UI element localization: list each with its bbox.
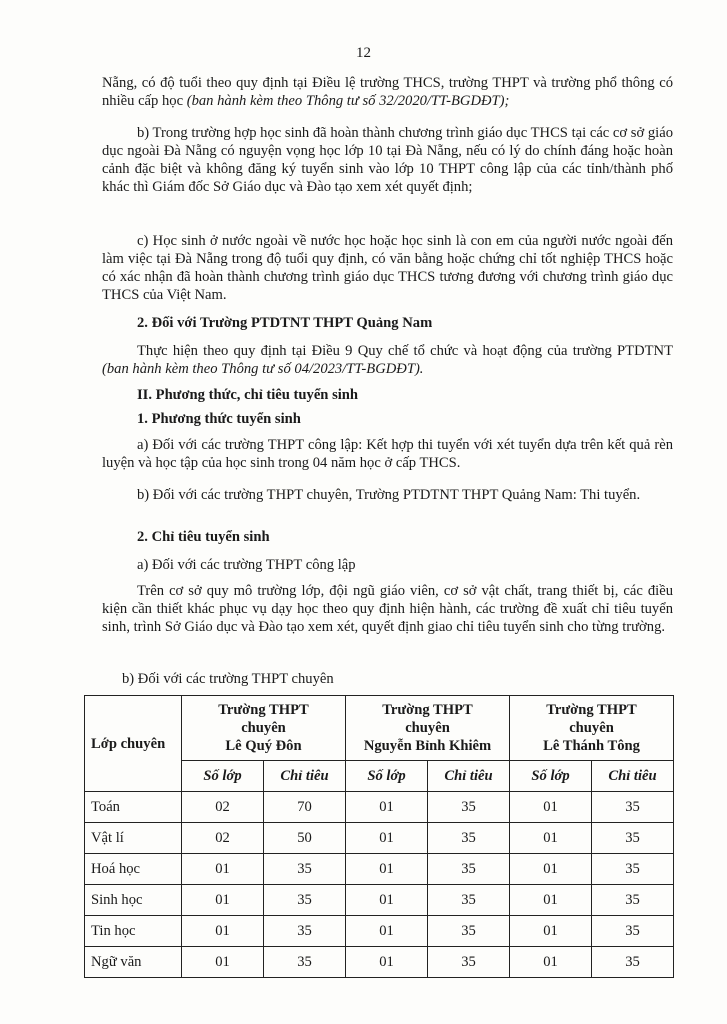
paragraph-text: b) Trong trường hợp học sinh đã hoàn thành chương trình giáo dục THCS tại các cơ sở giáo dục ngoài Đà Nẵng có nguyện vọng học lớp 10 tại Đà Nẵng, nếu có lý do chính đáng hoặc hoàn cảnh đặc biệt và không đăng ký tuyển sinh vào lớp 10 THPT công lập của các tỉnh/thành phố khác thì Giám đốc Sở Giáo dục và Đào tạo xem xét quyết định; <box>102 125 673 195</box>
circular-reference: (ban hành kèm theo Thông tư số 04/2023/TT-BGDĐT). <box>102 361 424 377</box>
table-subheader: Số lớp <box>182 761 264 792</box>
table-cell: 35 <box>428 792 510 823</box>
table-cell: 35 <box>428 947 510 978</box>
table-cell: 35 <box>264 854 346 885</box>
table-cell: 35 <box>592 823 674 854</box>
table-subheader: Số lớp <box>346 761 428 792</box>
table-cell-subject: Ngữ văn <box>85 947 182 978</box>
paragraph-quota-specialized-title: b) Đối với các trường THPT chuyên <box>122 671 334 687</box>
table-header-school-le-thanh-tong <box>510 696 674 761</box>
table-subheader: Số lớp <box>510 761 592 792</box>
table-row <box>85 916 674 947</box>
table-subheader: Chỉ tiêu <box>592 761 674 792</box>
paragraph-method-public <box>102 436 673 472</box>
table-cell: 01 <box>182 916 264 947</box>
table-cell-subject: Tin học <box>85 916 182 947</box>
section-heading-admission-method: 1. Phương thức tuyển sinh <box>137 411 301 427</box>
school-line: chuyên <box>405 720 450 736</box>
school-line: chuyên <box>569 720 614 736</box>
section-heading-ptdtnt: 2. Đối với Trường PTDTNT THPT Quảng Nam <box>137 315 433 331</box>
table-cell-subject: Toán <box>85 792 182 823</box>
paragraph-method-specialized <box>102 486 673 504</box>
paragraph-age-requirement <box>102 74 673 110</box>
table-cell: 01 <box>346 916 428 947</box>
paragraph-text: a) Đối với các trường THPT công lập: Kết hợp thi tuyển với xét tuyển dựa trên kết quả rèn luyện và học tập của học sinh trong 04 năm học ở cấp THCS. <box>102 437 673 471</box>
paragraph-text: b) Đối với các trường THPT chuyên, Trường PTDTNT THPT Quảng Nam: Thi tuyển. <box>137 487 641 503</box>
table-row <box>85 823 674 854</box>
school-name: Lê Quý Đôn <box>225 738 302 754</box>
paragraph-quota-public-body <box>102 582 673 636</box>
table-cell: 35 <box>592 885 674 916</box>
table-cell: 35 <box>428 885 510 916</box>
table-cell-subject: Sinh học <box>85 885 182 916</box>
paragraph-text: Trên cơ sở quy mô trường lớp, đội ngũ giáo viên, cơ sở vật chất, trang thiết bị, các điều kiện cần thiết khác phục vụ dạy học theo quy định hiện hành, các trường đề xuất chỉ tiêu tuyển sinh, trình Sở Giáo dục và Đào tạo xem xét, quyết định giao chỉ tiêu tuyển sinh cho từng trường. <box>102 583 673 635</box>
table-cell: 02 <box>182 792 264 823</box>
table-row <box>85 885 674 916</box>
school-line: Trường THPT <box>218 702 309 718</box>
table-cell-subject: Hoá học <box>85 854 182 885</box>
table-cell: 50 <box>264 823 346 854</box>
table-cell: 01 <box>182 854 264 885</box>
table-row <box>85 792 674 823</box>
table-cell-subject: Vật lí <box>85 823 182 854</box>
table-cell: 01 <box>346 854 428 885</box>
school-line: chuyên <box>241 720 286 736</box>
table-cell: 35 <box>264 947 346 978</box>
paragraph-text: c) Học sinh ở nước ngoài về nước học hoặc học sinh là con em của người nước ngoài đến làm việc tại Đà Nẵng trong độ tuổi quy định, có văn bằng hoặc chứng chỉ tốt nghiệp THCS hoặc có xác nhận đã hoàn thành chương trình giáo dục THCS tương đương với chương trình giáo dục THCS của Việt Nam. <box>102 233 673 303</box>
table-cell: 01 <box>510 916 592 947</box>
paragraph-ptdtnt-rule <box>102 342 673 378</box>
table-cell: 01 <box>346 885 428 916</box>
table-subheader: Chỉ tiêu <box>264 761 346 792</box>
table-header-specialized-class: Lớp chuyên <box>85 696 182 792</box>
table-cell: 01 <box>182 885 264 916</box>
table-cell: 01 <box>510 823 592 854</box>
table-cell: 35 <box>428 916 510 947</box>
paragraph-text <box>102 342 673 378</box>
section-heading-II: II. Phương thức, chỉ tiêu tuyển sinh <box>137 387 359 403</box>
paragraph-c-abroad <box>102 232 673 304</box>
table-cell: 35 <box>592 916 674 947</box>
paragraph-b-outside-danang <box>102 124 673 196</box>
section-heading-quota: 2. Chỉ tiêu tuyển sinh <box>137 529 270 545</box>
table-cell: 70 <box>264 792 346 823</box>
table-cell: 01 <box>510 947 592 978</box>
paragraph-text-plain: Thực hiện theo quy định tại Điều 9 Quy chế tổ chức và hoạt động của trường PTDTNT <box>137 343 673 359</box>
table-cell: 35 <box>264 916 346 947</box>
table-cell: 01 <box>346 947 428 978</box>
table-cell: 35 <box>428 823 510 854</box>
table-cell: 01 <box>182 947 264 978</box>
school-line: Trường THPT <box>546 702 637 718</box>
table-cell: 01 <box>510 792 592 823</box>
table-cell: 35 <box>592 947 674 978</box>
table-cell: 02 <box>182 823 264 854</box>
table-subheader: Chỉ tiêu <box>428 761 510 792</box>
table-row <box>85 947 674 978</box>
table-cell: 01 <box>510 854 592 885</box>
paragraph-quota-public-title: a) Đối với các trường THPT công lập <box>137 557 356 573</box>
school-name: Nguyễn Bỉnh Khiêm <box>363 738 492 754</box>
table-cell: 35 <box>264 885 346 916</box>
table-header-school-le-quy-don <box>182 696 346 761</box>
circular-reference: (ban hành kèm theo Thông tư số 32/2020/TT-BGDĐT); <box>186 93 510 109</box>
table-cell: 35 <box>428 854 510 885</box>
paragraph-text: Nẵng, có độ tuổi theo quy định tại Điều lệ trường THCS, trường THPT và trường phổ thông có nhiều cấp học <box>102 75 673 109</box>
table-row <box>85 854 674 885</box>
quota-table <box>84 695 674 978</box>
table-header-row <box>85 696 674 761</box>
school-name: Lê Thánh Tông <box>543 738 640 754</box>
table-header-school-nguyen-binh-khiem <box>346 696 510 761</box>
school-line: Trường THPT <box>382 702 473 718</box>
table-cell: 01 <box>346 823 428 854</box>
table-cell: 01 <box>510 885 592 916</box>
table-cell: 35 <box>592 854 674 885</box>
table-cell: 01 <box>346 792 428 823</box>
table-cell: 35 <box>592 792 674 823</box>
page-number: 12 <box>356 45 371 61</box>
